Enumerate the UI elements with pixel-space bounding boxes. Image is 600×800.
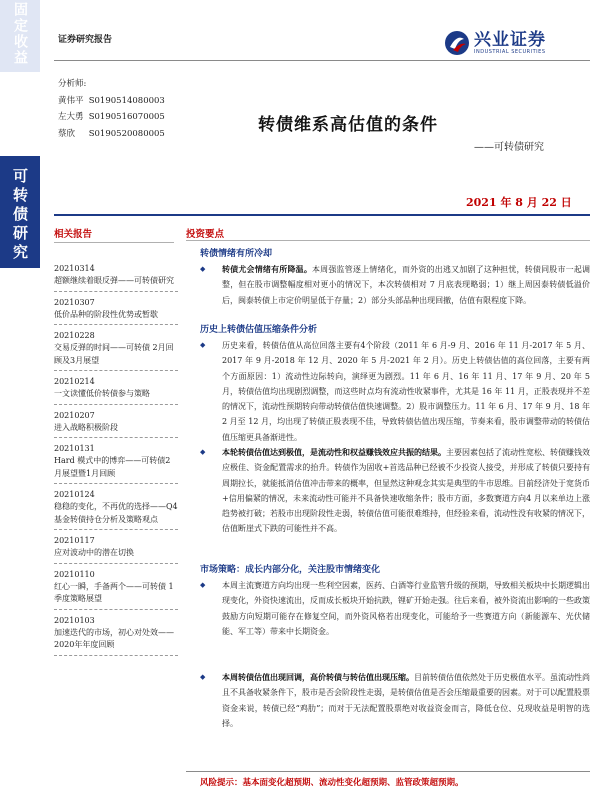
analyst-row: 黄伟平 S0190514080003: [58, 95, 165, 106]
section-heading: 转债情绪有所冷却: [200, 249, 273, 259]
logo-name-en: INDUSTRIAL SECURITIES: [474, 49, 546, 55]
related-report-item[interactable]: 20210207 进入战略积极阶段: [54, 409, 178, 439]
key-points-divider: [186, 240, 590, 241]
analyst-label: 分析师:: [58, 79, 87, 89]
section-heading: 历史上转债估值压缩条件分析: [200, 325, 318, 335]
bullet-icon: ◆: [200, 673, 206, 681]
sub-category-label: 可转债研究: [11, 168, 29, 263]
related-report-item[interactable]: 20210131 Hard 模式中的博弈——可转债2月展望暨1月回顾: [54, 442, 178, 484]
bullet-icon: ◆: [200, 341, 206, 349]
logo-name-cn: 兴业证券: [474, 30, 546, 50]
related-report-item[interactable]: 20210117 应对波动中的潜在切换: [54, 534, 178, 564]
section-heading: 市场策略：成长内部分化，关注股市情绪变化: [200, 565, 381, 575]
related-divider: [54, 242, 174, 243]
date-divider: [54, 214, 590, 216]
key-point-paragraph: ◆ 本周主流赛道方向均出现一些利空因素，医药、白酒等行业监管升级的预期，导致相关板块中长期逻辑出现变化，外资快速流出，反而成长板块开始抗跌，锂矿开始走强。往后来看，被外资流出影响的一些政策鼓励方向短期可能存在修复空间，而外资风格若出现变化，可能给予一些赛道方向（新能源车、光伏储能、军工等）带来中长期资金。: [200, 578, 590, 639]
risk-divider: [186, 771, 590, 772]
related-report-item[interactable]: 20210110 红心一瞬，手备两个——可转债 1季度策略展望: [54, 568, 178, 610]
related-reports-heading: 相关报告: [54, 229, 93, 240]
company-logo: [444, 30, 546, 56]
related-report-item[interactable]: 20210103 加速迭代的市场，初心对处效——2020年年度回顾: [54, 614, 178, 656]
key-point-paragraph: ◆ 转债尤会情绪有所降温。本周强监管逐上情绪化，而外资的出逃又加剧了这种担忧，转债同股市一起调整，但在股市调整幅度相对更小的情况下，本次转债相对 7 月底表现略弱；1）继上周因泰转债低溢价后，闽泰转债上市定价明显低于存量；2）部分头部品种出现回撤，估值有限程度下降。: [200, 264, 590, 305]
key-point-paragraph: ◆ 本轮转债估值达到极值，是流动性和权益赚钱效应共振的结果。主要因素包括了流动性宽松、转债赚钱效应极佳、资金配置需求的抬升。转债作为固收+首选品种已经被不少投资人接受，并形成了转债只要持有周期拉长，就能抵消估值冲击带来的概率，但显然这种观念其实是典型的牛市思维。目前经济处于宽货币+信用偏紧的情况，未来流动性可能并不具备快速收缩条件；股市方面，多数赛道方向4 月以来单边上涨趋势被打破；若股市出现阶段性走弱，转债估值可能很难维持，但经验来看，流动性没有收紧的情况下，估值断崖式下跌的可能性并不高。: [200, 447, 590, 534]
bullet-icon: ◆: [200, 581, 206, 589]
report-subtitle: ——可转债研究: [474, 142, 544, 153]
bullet-icon: ◆: [200, 265, 206, 273]
related-reports-list: [54, 262, 178, 660]
key-point-paragraph: ◆ 历史来看，转债估值从高位回落主要有4个阶段（2011 年 6 月-9 月、2016 年 11 月-2017 年 5 月、2017 年 9 月-2018 年 12 月、2020 年 5 月-2021 年 2 月）。历史上转债估值的高位回落，主要有两个方面原因：1）流动性边际转向，演绎更为剧烈。11 年 6 月、16 年 11 月、17 年 9 月、20 年 5 月，转债估值均出现剧烈调整，而这些时点均有流动性收紧事件，尤其是 16 年 11 月，正股表现并不差的情况下，流动性预期转向带动转债估值快速调整。2）股市调整压力。11 年 6 月、17 年 9 月、18 年 2 月至 12 月，均出现了转债正股表现不佳，导致转债估值出现压缩，节奏来看，股市调整带动的转债估值压缩更具备渐进性。: [200, 338, 590, 445]
category-strip: [0, 0, 40, 72]
sub-category-strip: [0, 156, 40, 268]
key-points-heading: 投资要点: [186, 229, 225, 240]
logo-mark-icon: [444, 30, 470, 56]
report-type: 证券研究报告: [58, 35, 113, 45]
bullet-icon: ◆: [200, 448, 206, 456]
header-divider: [54, 60, 590, 61]
key-point-paragraph: ◆ 本周转债估值出现回调，高价转债与转估值出现压缩。目前转债估值依然处于历史极值水平。虽流动性尚且不具备收紧条件下，股市是否会阶段性走弱，是转债估值是否会压缩最重要的因素。对于可以配置股票资金来说，转债已经“鸡肋”；而对于无法配置股票绝对收益资金而言，降低仓位、兑现收益是明智的选择。: [200, 672, 590, 728]
report-date: 2021 年 8 月 22 日: [466, 196, 572, 209]
analyst-block: [58, 76, 165, 142]
report-title: 转债维系高估值的条件: [258, 115, 438, 135]
analyst-row: 左大勇 S0190516070005: [58, 112, 165, 122]
related-report-item[interactable]: 20210228 交易反弹的时间——可转债 2月回顾及3月展望: [54, 329, 178, 371]
analyst-row: 蔡欣 S0190520080005: [58, 128, 165, 139]
category-label: 固定收益: [12, 2, 28, 66]
risk-warning: 风险提示：基本面变化超预期、流动性变化超预期、监管政策超预期。: [200, 778, 464, 788]
related-report-item[interactable]: 20210214 一文读懂低价转债参与策略: [54, 375, 178, 405]
related-report-item[interactable]: 20210314 超额继续着眼反弹——可转债研究: [54, 262, 178, 292]
related-report-item[interactable]: 20210307 低价品种的阶段性优势或暂歇: [54, 296, 178, 326]
related-report-item[interactable]: 20210124 稳稳的变化，不再优的选择——Q4 基金转债持仓分析及策略观点: [54, 488, 178, 530]
